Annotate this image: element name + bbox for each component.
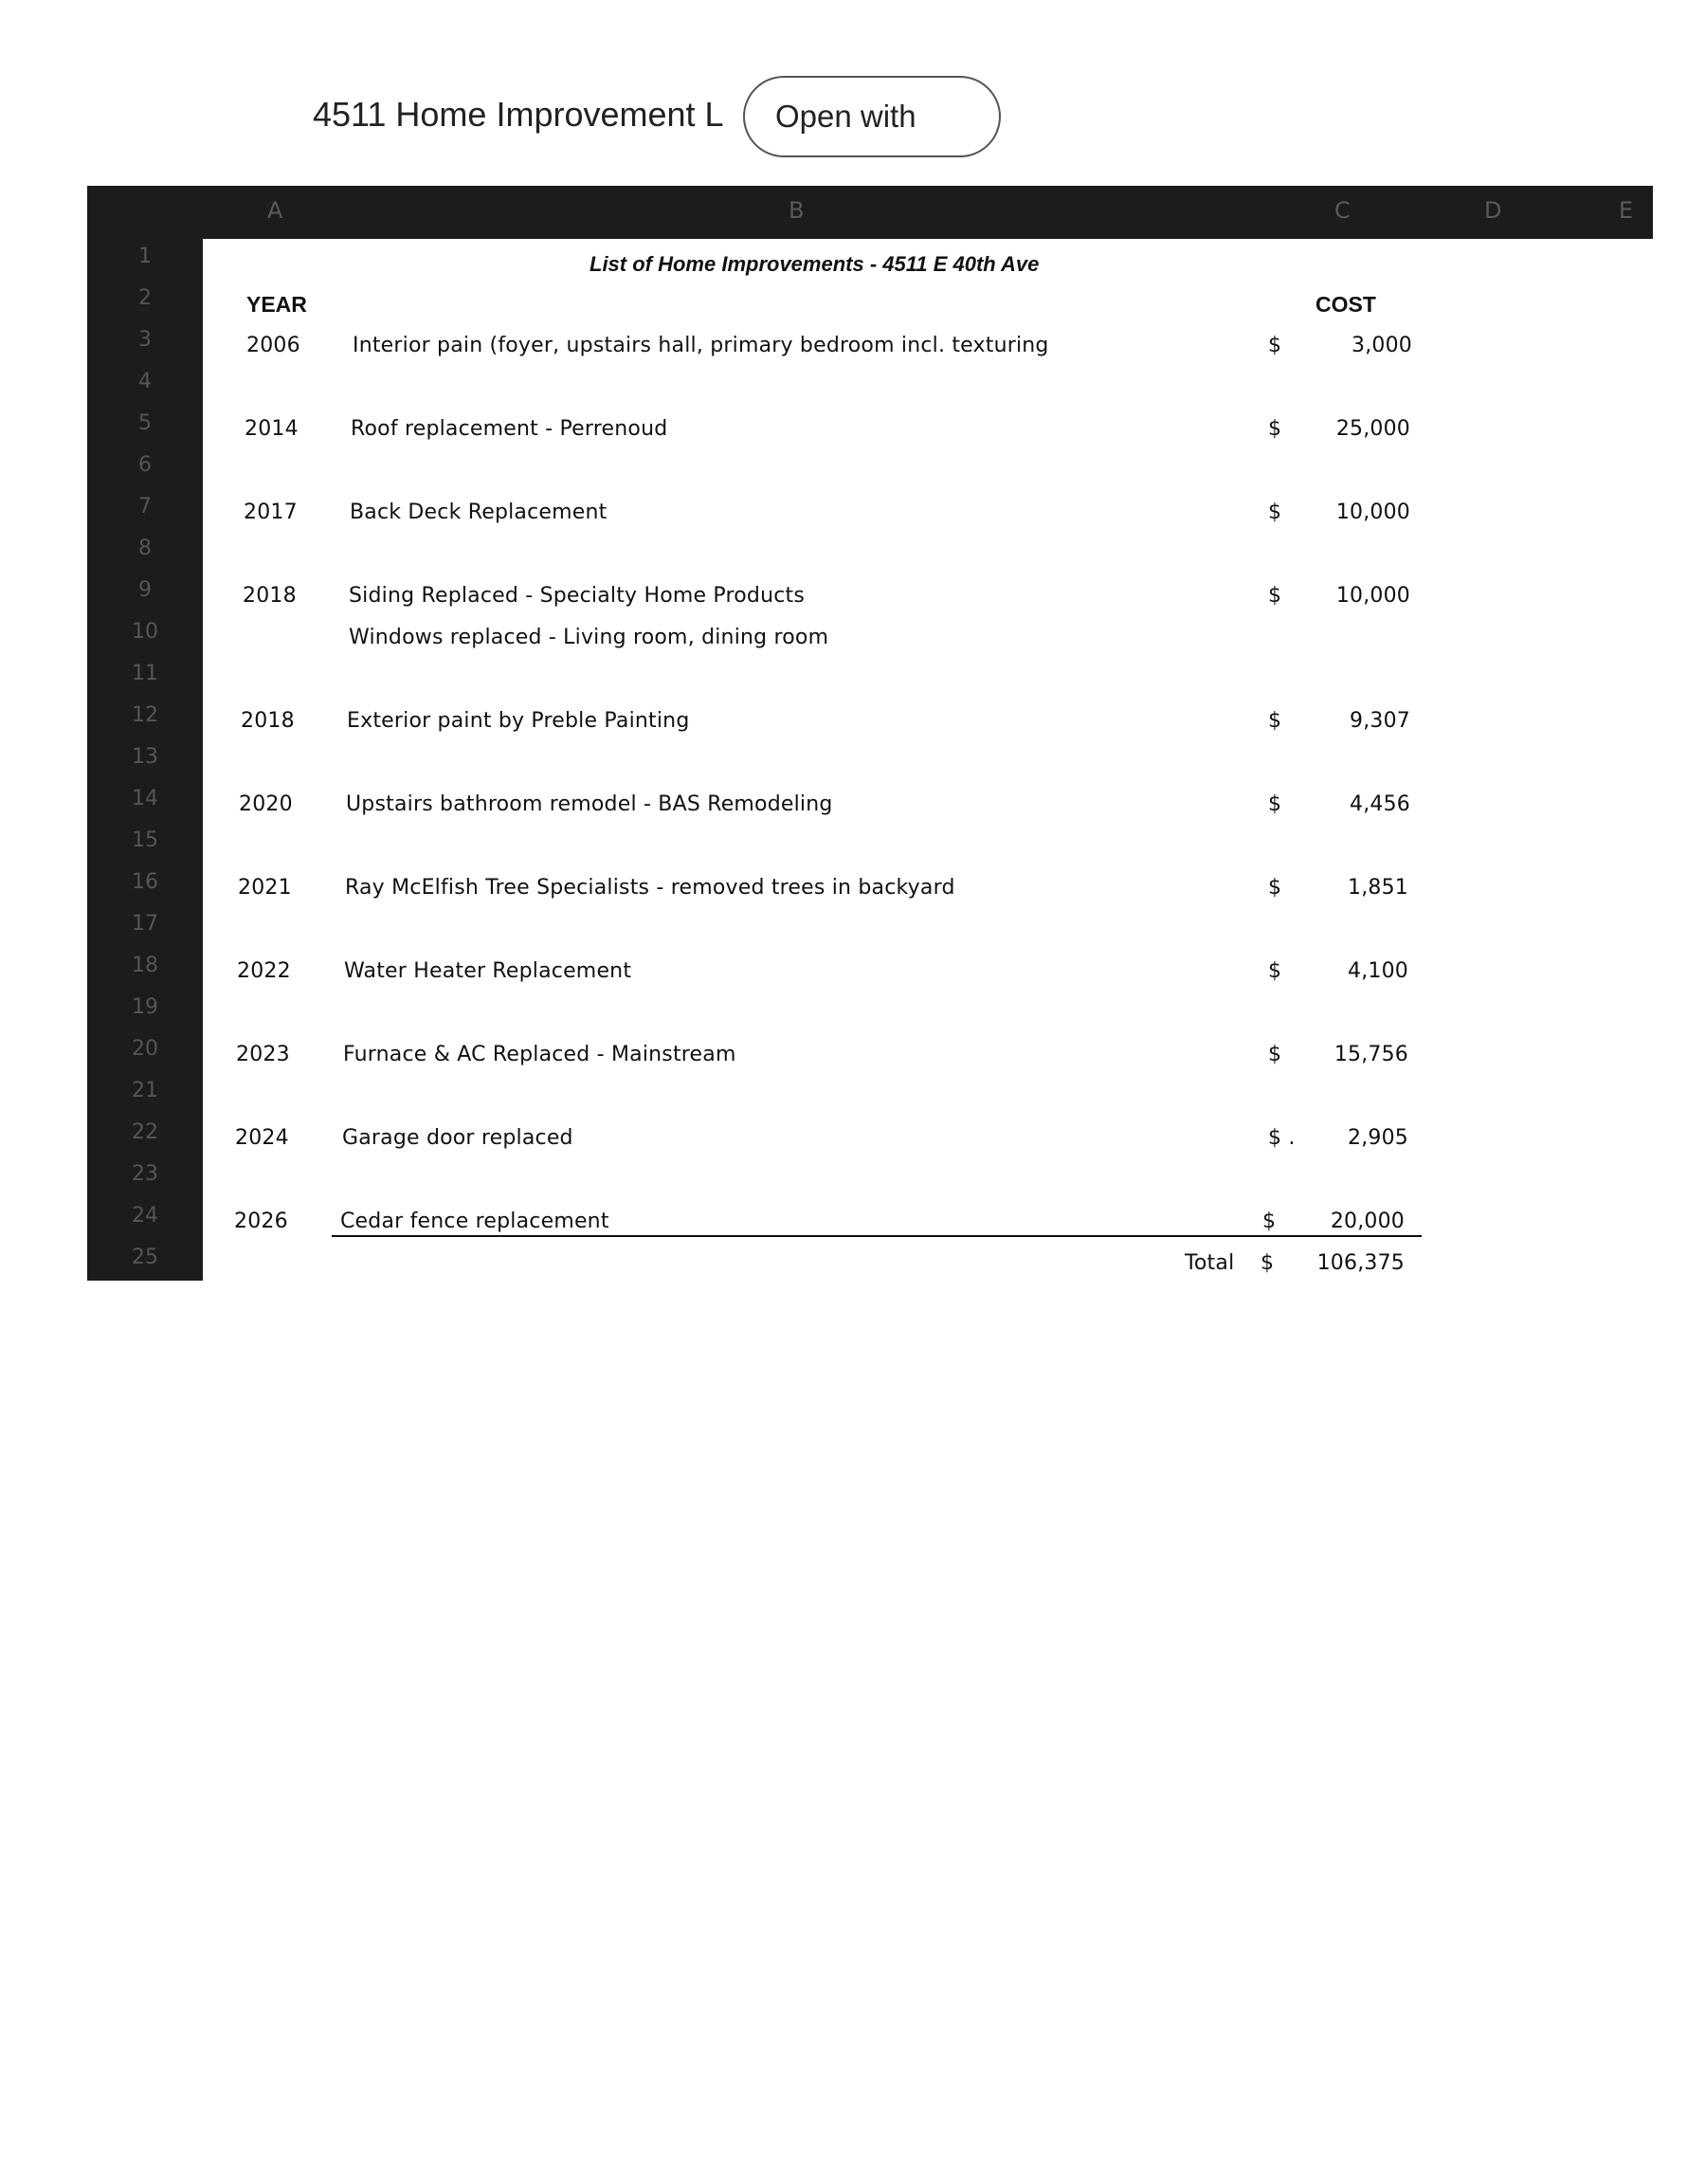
row-cost: 1,851 bbox=[1348, 876, 1408, 900]
row-year: 2017 bbox=[244, 500, 298, 524]
open-with-button[interactable] bbox=[743, 76, 1001, 157]
row-currency: $ bbox=[1268, 417, 1282, 441]
row-number[interactable]: 2 bbox=[138, 286, 152, 310]
column-header-d[interactable]: D bbox=[1484, 197, 1502, 224]
open-with-label: Open with bbox=[775, 99, 916, 134]
row-currency: $ bbox=[1268, 959, 1282, 983]
year-header: YEAR bbox=[246, 292, 307, 317]
column-header-b[interactable]: B bbox=[789, 197, 805, 224]
total-label: Total bbox=[1185, 1251, 1235, 1275]
row-number[interactable]: 11 bbox=[132, 662, 158, 685]
column-header-bar bbox=[102, 186, 1653, 239]
row-currency: $ bbox=[1268, 792, 1282, 816]
row-number[interactable]: 25 bbox=[132, 1246, 158, 1269]
total-value: 106,375 bbox=[1316, 1251, 1405, 1275]
row-description: Furnace & AC Replaced - Mainstream bbox=[343, 1043, 736, 1066]
row-number[interactable]: 22 bbox=[132, 1120, 158, 1144]
row-description: Exterior paint by Preble Painting bbox=[347, 709, 690, 733]
row-description: Roof replacement - Perrenoud bbox=[351, 417, 668, 441]
row-year: 2014 bbox=[245, 417, 299, 441]
row-currency: $ bbox=[1268, 876, 1282, 900]
row-year: 2023 bbox=[236, 1043, 290, 1066]
row-cost: 10,000 bbox=[1335, 584, 1410, 608]
row-number[interactable]: 10 bbox=[132, 620, 158, 644]
row-currency: $ bbox=[1268, 584, 1282, 608]
total-currency: $ bbox=[1261, 1251, 1275, 1275]
row-number[interactable]: 14 bbox=[132, 787, 158, 810]
row-currency: $ bbox=[1268, 1043, 1282, 1066]
row-description: Cedar fence replacement bbox=[340, 1210, 609, 1233]
row-description: Garage door replaced bbox=[342, 1126, 573, 1150]
row-currency: $ bbox=[1262, 1210, 1277, 1233]
row-number[interactable]: 3 bbox=[138, 328, 152, 352]
row-description: Interior pain (foyer, upstairs hall, primary bedroom incl. texturing bbox=[353, 334, 1049, 357]
row-number[interactable]: 24 bbox=[132, 1204, 158, 1228]
row-number[interactable]: 13 bbox=[132, 745, 158, 769]
row-year: 2026 bbox=[234, 1210, 288, 1233]
row-currency: $ . bbox=[1268, 1126, 1296, 1150]
row-number[interactable]: 16 bbox=[132, 870, 158, 894]
column-header-a[interactable]: A bbox=[267, 197, 283, 224]
row-cost: 20,000 bbox=[1330, 1210, 1405, 1233]
row-number[interactable]: 20 bbox=[132, 1037, 158, 1061]
row-description: Water Heater Replacement bbox=[344, 959, 632, 983]
sheet-title: List of Home Improvements - 4511 E 40th Ave bbox=[590, 252, 1040, 276]
row-number[interactable]: 18 bbox=[132, 954, 158, 977]
row-cost: 10,000 bbox=[1335, 500, 1410, 524]
row-description: Ray McElfish Tree Specialists - removed trees in backyard bbox=[345, 876, 955, 900]
row-number[interactable]: 12 bbox=[132, 703, 158, 727]
row-year: 2021 bbox=[238, 876, 292, 900]
row-cost: 9,307 bbox=[1350, 709, 1410, 733]
row-number[interactable]: 19 bbox=[132, 995, 158, 1019]
row-cost: 25,000 bbox=[1335, 417, 1410, 441]
row-description: Siding Replaced - Specialty Home Products bbox=[349, 584, 806, 608]
row-currency: $ bbox=[1268, 334, 1282, 357]
row-year: 2022 bbox=[237, 959, 291, 983]
row-number[interactable]: 6 bbox=[138, 453, 152, 477]
column-header-c[interactable]: C bbox=[1334, 197, 1351, 224]
row-cost: 4,100 bbox=[1348, 959, 1408, 983]
row-currency: $ bbox=[1268, 709, 1282, 733]
row-number[interactable]: 23 bbox=[132, 1162, 158, 1186]
row-number[interactable]: 7 bbox=[138, 495, 152, 519]
row-number[interactable]: 1 bbox=[138, 245, 152, 268]
row-cost: 15,756 bbox=[1333, 1043, 1408, 1066]
cost-header: COST bbox=[1315, 292, 1376, 317]
total-underline bbox=[332, 1235, 1422, 1237]
row-cost: 3,000 bbox=[1351, 334, 1412, 357]
row-number[interactable]: 8 bbox=[138, 537, 152, 560]
row-number[interactable]: 15 bbox=[132, 828, 158, 852]
row-year: 2018 bbox=[241, 709, 295, 733]
row-year: 2018 bbox=[243, 584, 297, 608]
row-number[interactable]: 17 bbox=[132, 912, 158, 936]
row-number[interactable]: 21 bbox=[132, 1079, 158, 1102]
row-year: 2024 bbox=[235, 1126, 289, 1150]
row-currency: $ bbox=[1268, 500, 1282, 524]
row-number[interactable]: 4 bbox=[138, 370, 152, 393]
row-year: 2006 bbox=[246, 334, 300, 357]
row-number[interactable]: 9 bbox=[138, 578, 152, 602]
row-cost: 2,905 bbox=[1348, 1126, 1408, 1150]
row-number[interactable]: 5 bbox=[138, 411, 152, 435]
row-description: Back Deck Replacement bbox=[350, 500, 608, 524]
row-description: Upstairs bathroom remodel - BAS Remodeling bbox=[346, 792, 833, 816]
file-title: 4511 Home Improvement L bbox=[313, 95, 724, 134]
row-cost: 4,456 bbox=[1350, 792, 1410, 816]
column-header-e[interactable]: E bbox=[1619, 197, 1634, 224]
row-year: 2020 bbox=[239, 792, 293, 816]
sheet-canvas bbox=[203, 239, 1653, 1281]
row-description: Windows replaced - Living room, dining room bbox=[349, 626, 829, 649]
